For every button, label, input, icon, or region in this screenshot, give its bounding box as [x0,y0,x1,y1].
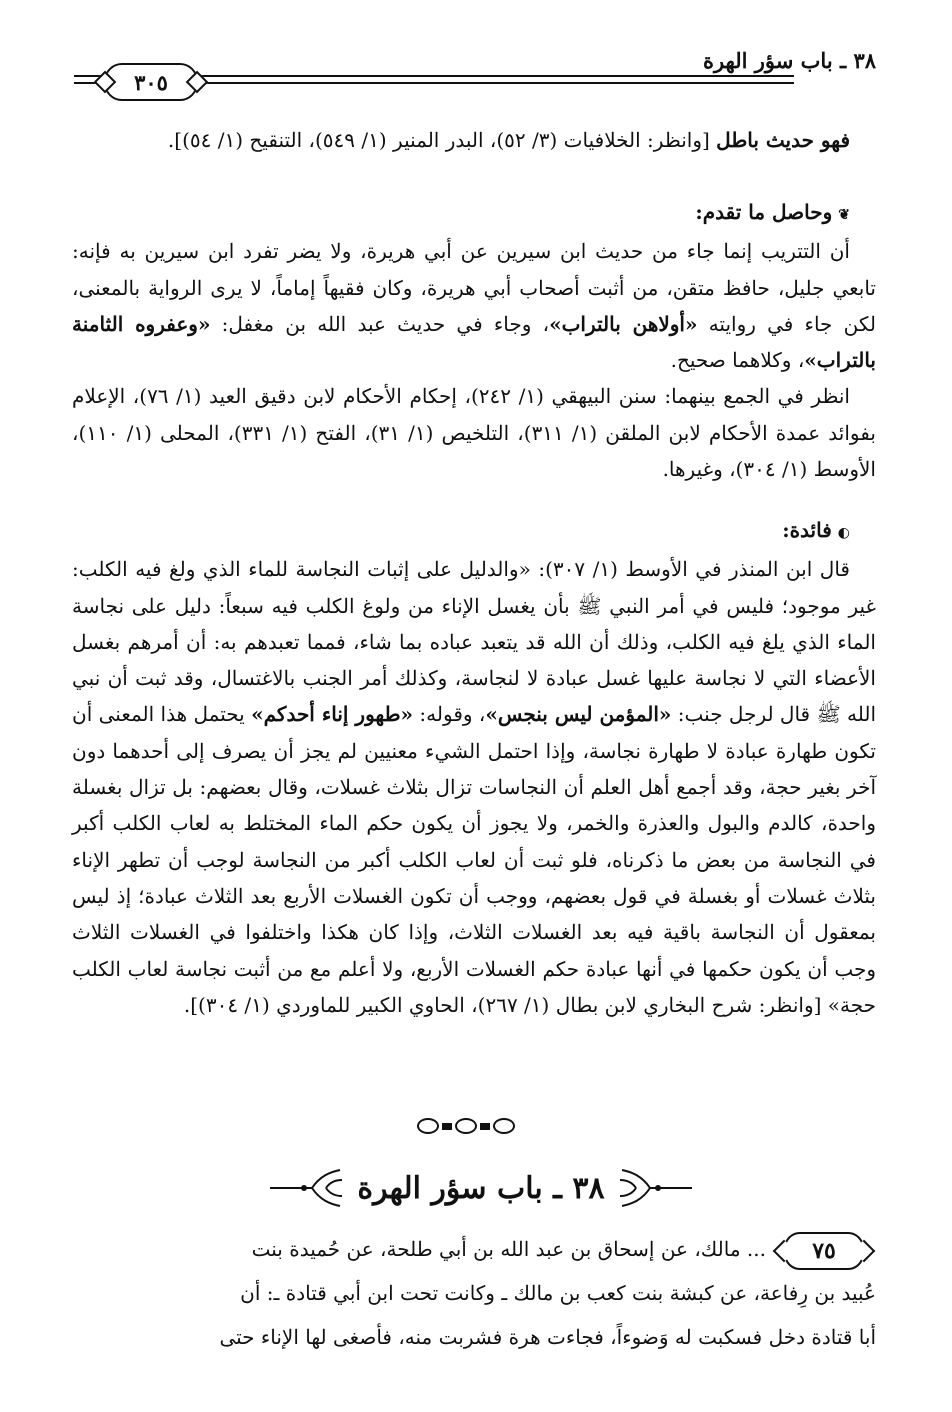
bullet-icon: ◐ [837,525,850,541]
leaf-ornament-icon: ❦ [838,207,850,223]
running-title: ٣٨ ـ باب سؤر الهرة [702,48,876,73]
chapter-title: ٣٨ ـ باب سؤر الهرة [357,1171,605,1206]
hadith-line-1: ... مالك، عن إسحاق بن عبد الله بن أبي طلحة، عن حُميدة بنت [251,1237,766,1261]
flourish-left-icon [268,1166,344,1210]
flourish-right-icon [618,1166,694,1210]
summary-paragraph-1: أن التتريب إنما جاء من حديث ابن سيرين عن أبي هريرة، ولا يضر تفرد ابن سيرين به فإنه: تابعي جليل، حافظ متقن، من أثبت أصحاب أبي هريرة، وكان فقيهاً إماماً، لا يرى الرواية بالمعنى، لكن جاء في روايته «أولاهن بالتراب»، وجاء في حديث عبد الله بن مغفل: «وعفروه الثامنة بالتراب»، وكلاهما صحيح. [72,239,876,373]
intro-paragraph [72,122,876,158]
summary-heading: وحاصل ما تقدم: [695,200,833,224]
hadith-line-3: أبا قتادة دخل فسكبت له وَضوءاً، فجاءت هرة فشربت منه، فأصغى لها الإناء حتى [219,1325,876,1349]
benefit-heading: فائدة: [782,518,832,542]
benefit-section [72,512,876,1023]
hadith-number: ٧٥ [784,1232,864,1270]
summary-section [72,194,876,487]
intro-text: [وانظر: الخلافيات (٣/ ٥٢)، البدر المنير (١/ ٥٤٩)، التنقيح (١/ ٥٤)]. [167,128,717,152]
hadith-text [72,1227,876,1359]
intro-bold: فهو حديث باطل [716,128,850,152]
hadith-line-2: عُبيد بن رِفاعة، عن كبشة بنت كعب بن مالك ـ وكانت تحت ابن أبي قتادة ـ: أن [240,1281,876,1305]
benefit-paragraph: قال ابن المنذر في الأوسط (١/ ٣٠٧): «والدليل على إثبات النجاسة للماء الذي ولغ فيه الكلب: غير موجود؛ فليس في أمر النبي ﷺ بأن يغسل الإناء من ولوغ الكلب فيه سبعاً: دليل على نجاسة الماء الذي يلغ فيه الكلب، وذلك أن الله قد يتعبد عباده بما شاء، فمما تعبدهم به: أن أمرهم بغسل الأعضاء التي لا نجاسة عليها غسل عبادة لا لنجاسة، وكذلك أمر الجنب بالاغتسال، وقد ثبت أن نبي الله ﷺ قال لرجل جنب: «المؤمن ليس بنجس»، وقوله: «طهور إناء أحدكم» يحتمل هذا المعنى أن تكون طهارة عبادة لا طهارة نجاسة، وإذا احتمل الشيء معنيين لم يجز أن يصرف إلى أحدهما دون آخر بغير حجة، وقد أجمع أهل العلم أن النجاسات تزال بثلاث غسلات، وقال بعضهم: بل تزال بغسلة واحدة، كالدم والبول والعذرة والخمر، ولا يجوز أن يكون حكم الماء المختلط به لعاب الكلب أكبر في النجاسة من بعض ما ذكرناه، فلو ثبت أن لعاب الكلب أكبر من النجاسة لوجب أن تطهر الإناء بثلاث غسلات أو بغسلة في قول بعضهم، ووجب أن تكون الغسلات الأربع بعد الثلاث عبادة؛ إذ ليس بمعقول أن النجاسة باقية فيه بعد الغسلات الثلاث، وإذا كان هكذا واختلفوا في الغسلات الثلاث وجب أن يكون حكمها في أنها عبادة حكم الغسلات الأربع، ولا أعلم مع من أثبت نجاسة لعاب الكلب حجة» [وانظر: شرح البخاري لابن بطال (١/ ٢٦٧)، الحاوي الكبير للماوردي (١/ ٣٠٤)]. [72,557,877,1017]
summary-paragraph-2: انظر في الجمع بينهما: سنن البيهقي (١/ ٢٤٢)، إحكام الأحكام لابن دقيق العيد (١/ ٧٦)، الإعلام بفوائد عمدة الأحكام لابن الملقن (١/ ٣١١)، التلخيص (١/ ٣١)، الفتح (١/ ٣٣١)، المحلى (١/ ١١٠)، الأوسط (١/ ٣٠٤)، وغيرها. [72,384,876,482]
page-number: ٣٠٥ [104,63,198,101]
section-separator-ornament [400,1118,532,1134]
